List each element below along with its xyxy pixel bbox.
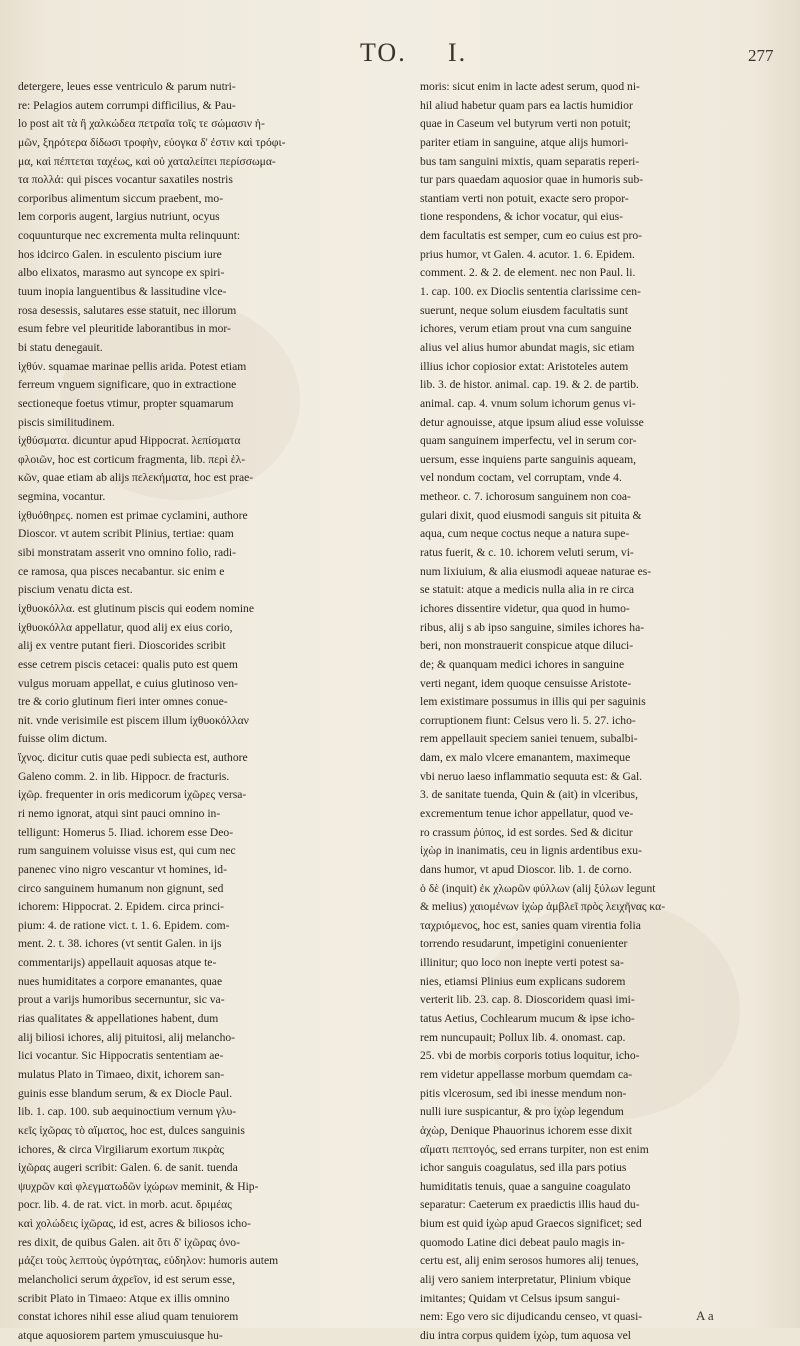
text-line: metheor. c. 7. ichorosum sanguinem non coa-	[420, 490, 631, 504]
running-head-left: TO.	[360, 38, 407, 67]
text-line: melancholici serum ἀχρεῖον, id est serum esse,	[18, 1273, 235, 1286]
text-line: ὁ δὲ (inquit) ἐκ χλωρῶν φύλλων (alij ξύλων legunt	[420, 881, 656, 895]
text-line: rem videtur appellasse morbum quemdam ca-	[420, 1067, 633, 1081]
text-line: quam sanguinem imperfectu, vel in serum cor-	[420, 434, 637, 448]
text-line: lib. 3. de histor. animal. cap. 19. & 2. de partib.	[420, 378, 639, 392]
text-line: rias qualitates & appellationes habent, dum	[18, 1012, 219, 1026]
text-line: bi statu denegauit.	[18, 340, 103, 354]
text-line: nies, etiamsi Plinius eum explicans sudorem	[420, 974, 626, 988]
text-line: dem facultatis est semper, cum eo cuius est pro-	[420, 229, 643, 243]
text-line: alij ex ventre putant fieri. Dioscorides scribit	[18, 639, 226, 653]
text-line: rem appellauit speciem saniei tenuem, subalbi-	[420, 732, 638, 746]
text-line: quomodo Latine dici debeat paulo magis in-	[420, 1235, 625, 1249]
text-line: suerunt, neque solum eiusdem facultatis sunt	[420, 303, 629, 317]
text-line: sectioneque foetus vtimur, propter squamarum	[18, 396, 234, 410]
text-line: num lixiuium, & alia eiusmodi aqueae naturae es-	[420, 564, 652, 578]
text-line: ro crassum ῥύπος, id est sordes. Sed & dicitur	[420, 825, 633, 839]
text-line: piscium venatu dicta est.	[18, 583, 133, 597]
text-line: animal. cap. 4. vnum solum ichorum genus vi-	[420, 396, 636, 410]
text-line: rosa desessis, salutares esse statuit, nec illorum	[18, 303, 237, 317]
text-line: scribit Plato in Timaeo: Atque ex illis omnino	[18, 1291, 230, 1305]
text-line: 25. vbi de morbis corporis totius loquitur, icho-	[420, 1049, 640, 1063]
text-line: τα πολλά: qui pisces vocantur saxatiles nostris	[18, 173, 233, 187]
text-line: illius ichor copiosior extat: Aristoteles autem	[420, 359, 629, 373]
text-line: tre & corio glutinum fieri inter omnes conue-	[18, 695, 228, 709]
text-line: ἰχθύν. squamae marinae pellis arida. Potest etiam	[18, 359, 247, 373]
text-line: 3. de sanitate tuenda, Quin & (ait) in vlceribus,	[420, 788, 638, 802]
text-line: certu est, alij enim serosos humores alij tenues,	[420, 1254, 639, 1268]
text-line: coquunturque nec excrementa multa relinquunt:	[18, 229, 241, 243]
text-line: Dioscor. vt autem scribit Plinius, tertiae: quam	[18, 527, 234, 541]
text-line: pium: 4. de ratione vict. t. 1. 6. Epidem. com-	[18, 918, 230, 932]
text-line: tione respondens, & ichor vocatur, qui eius-	[420, 210, 624, 224]
text-line: vel nondum coctam, vel corruptam, vnde 4.	[420, 471, 622, 485]
text-line: rum sanguinem voluisse visus est, qui cum nec	[18, 844, 236, 858]
text-line: ἰχθυοκόλλα. est glutinum piscis qui eodem nomine	[18, 601, 254, 615]
text-line: ichores, verum etiam prout vna cum sanguine	[420, 322, 632, 336]
text-line: humiditatis tenuis, quae a sanguine coagulato	[420, 1179, 631, 1193]
text-line: nem: Ego vero sic dijudicandu censeo, vt quasi-	[420, 1310, 643, 1324]
text-line: prout a varijs humoribus secernuntur, sic va-	[18, 993, 225, 1007]
text-line: pitis vlcerosum, sed ibi inesse mendum non-	[420, 1086, 627, 1100]
text-line: imitantes; Quidam vt Celsus ipsum sangui-	[420, 1291, 620, 1305]
text-line: excrementum tenue ichor appellatur, quod ve-	[420, 806, 634, 820]
text-line: hos idcirco Galen. in esculento piscium iure	[18, 247, 222, 261]
text-line: se statuit: atque a medicis nulla alia in re circa	[420, 583, 635, 597]
text-line: separatur: Caeterum ex praedictis illis haud du-	[420, 1198, 640, 1212]
text-line: diu intra corpus quidem ἰχὼρ, tum aquosa vel	[420, 1328, 632, 1342]
running-head-right: I.	[448, 38, 468, 67]
text-line: & melius) χαιομένων ἰχὼρ ἀμβλεῖ πρὸς λειχῆνας κα-	[420, 900, 666, 914]
text-line: ce ramosa, qua pisces necabantur. sic enim e	[18, 564, 225, 578]
text-line: lib. 1. cap. 100. sub aequinoctium vernum γλυ-	[18, 1105, 237, 1119]
text-line: segmina, vocantur.	[18, 490, 106, 504]
text-line: φλοιῶν, hoc est corticum fragmenta, lib. περὶ ἑλ-	[18, 452, 246, 466]
text-line: prius humor, vt Galen. 4. acutor. 1. 6. Epidem.	[420, 247, 635, 261]
text-line: καὶ χολώδεις ἰχῶρας, id est, acres & biliosos icho-	[18, 1217, 251, 1231]
text-line: atque aquosiorem partem ymuscuiusque hu-	[18, 1328, 223, 1342]
text-line: vbi neruo laeso inflammatio sequuta est: & Gal.	[420, 769, 643, 783]
text-line: nit. vnde verisimile est piscem illum ἰχθυοκόλλαν	[18, 713, 249, 727]
text-line: commentarijs) appellauit aquosas atque te-	[18, 956, 217, 970]
text-line: sibi monstratam asserit vno omnino folio, radi-	[18, 546, 236, 560]
text-line: pariter etiam in sanguine, atque alijs humori-	[420, 135, 629, 149]
text-line: ichor sanguis coagulatus, sed illa pars potius	[420, 1161, 627, 1175]
text-line: ἰχὼρ in inanimatis, ceu in lignis ardentibus exu-	[420, 844, 642, 858]
text-line: bium est quid ἰχὼρ apud Graecos significet; sed	[420, 1217, 642, 1231]
text-line: κῶν, quae etiam ab alijs πελεκήματα, hoc est prae-	[18, 471, 254, 485]
text-line: aqua, cum neque coctus neque a natura supe-	[420, 527, 630, 541]
text-line: verti negant, idem quoque censuisse Aristote-	[420, 676, 632, 690]
text-line: detur agnouisse, atque ipsum aliud esse voluisse	[420, 415, 644, 429]
text-line: ribus, alij s ab ipso sanguine, similes ichores ha-	[420, 620, 645, 634]
text-line: lem corporis augent, largius nutriunt, ocyus	[18, 210, 220, 224]
text-line: μα, καὶ πέπτεται ταχέως, καὶ οὐ χαταλείπει περίσσωμα-	[18, 154, 276, 168]
page-number: 277	[748, 46, 774, 65]
text-column-left	[18, 78, 378, 1346]
text-line: ἰχῶρ. frequenter in oris medicorum ἰχῶρες versa-	[18, 788, 247, 802]
text-line: circo sanguinem humanum non gignunt, sed	[18, 881, 224, 895]
text-line: re: Pelagios autem corrumpi difficilius, & Pau-	[18, 98, 236, 112]
text-line: alij biliosi ichores, alij pituitosi, alij melancho-	[18, 1030, 236, 1044]
text-line: ταχριόμενος, hoc est, sanies quam virentia folia	[420, 918, 641, 932]
text-line: tatus Aetius, Cochlearum mucum & ipse icho-	[420, 1012, 635, 1026]
text-line: mulatus Plato in Timaeo, dixit, ichorem san-	[18, 1067, 225, 1081]
text-line: dans humor, vt apud Dioscor. lib. 1. de corno.	[420, 862, 632, 876]
text-line: lici vocantur. Sic Hippocratis sententiam ae-	[18, 1049, 224, 1063]
text-line: gulari dixit, quod eiusmodi sanguis sit pituita &	[420, 508, 642, 522]
text-line: αἵματι πεπτογός, sed errans turpiter, non est enim	[420, 1142, 649, 1156]
text-line: ἰχθύσματα. dicuntur apud Hippocrat. λεπίσματα	[18, 434, 241, 448]
text-line: ἀχὼρ, Denique Phauorinus ichorem esse dixit	[420, 1123, 633, 1137]
text-line: corporibus alimentum siccum praebent, mo-	[18, 191, 224, 205]
text-line: μάζει τοὺς λεπτοὺς ὑγρότητας, εὐδηλον: humoris autem	[18, 1254, 279, 1268]
signature-mark: A a	[696, 1308, 714, 1323]
text-line: torrendo resudarunt, impetigini conuenienter	[420, 937, 628, 951]
text-line: stantiam verti non potuit, exacte sero propor-	[420, 191, 629, 205]
text-line: Galeno comm. 2. in lib. Hippocr. de fracturis.	[18, 769, 230, 783]
text-line: dam, ex malo vlcere emanantem, maximeque	[420, 751, 631, 765]
text-line: illinitur; quo loco non inepte verti potest sa-	[420, 956, 624, 970]
text-line: piscis similitudinem.	[18, 415, 115, 429]
text-line: quae in Caseum vel butyrum verti non potuit;	[420, 117, 631, 131]
text-line: esum febre vel pleuritide laborantibus in mor-	[18, 322, 231, 336]
text-line: ἰχθυόθηρες. nomen est primae cyclamini, authore	[18, 508, 248, 522]
text-line: ψυχρῶν καὶ φλεγματωδῶν ἰχώρων meminit, & Hip-	[18, 1179, 259, 1193]
text-line: res dixit, de quibus Galen. ait ὅτι δ' ἰχῶρας ὀνο-	[18, 1235, 240, 1249]
text-line: albo elixatos, marasmo aut syncope ex spiri-	[18, 266, 225, 280]
text-line: κεῖς ἰχῶρας τὸ αἵματος, hoc est, dulces sanguinis	[18, 1123, 245, 1137]
text-column-right	[420, 78, 770, 1346]
text-line: lem existimare possumus in illis qui per saguinis	[420, 695, 646, 709]
text-line: hil aliud habetur quam pars ea lactis humidior	[420, 98, 633, 112]
text-line: ichores, & circa Virgiliarum exortum πικρὰς	[18, 1142, 224, 1156]
text-line: esse cetrem piscis cetacei: qualis puto est quem	[18, 657, 238, 671]
text-line: vulgus moruam appellat, e cuius glutinoso ven-	[18, 676, 238, 690]
text-line: corruptionem fiunt: Celsus vero li. 5. 27. icho-	[420, 713, 636, 727]
text-line: telligunt: Homerus 5. Iliad. ichorem esse Deo-	[18, 825, 234, 839]
text-line: panenec vino nigro vescantur vt homines, id-	[18, 862, 227, 876]
text-line: ri nemo ignorat, atqui sint pauci omnino in-	[18, 806, 221, 820]
text-line: guinis esse blandum serum, & ex Diocle Paul.	[18, 1086, 233, 1100]
text-line: lo post ait τὰ ἢ χαλκώδεα πετραῖα τοῖς τε σώμασιν ἡ-	[18, 117, 265, 131]
text-line: detergere, leues esse ventriculo & parum nutri-	[18, 80, 236, 93]
text-line: verterit lib. 23. cap. 8. Dioscoridem quasi imi-	[420, 993, 635, 1007]
text-line: rem nuncupauit; Pollux lib. 4. onomast. cap.	[420, 1030, 626, 1044]
text-line: tur pars quaedam aquosior quae in humoris sub-	[420, 173, 644, 187]
running-head	[0, 18, 800, 67]
text-line: ratus fuerit, & c. 10. ichorem veluti serum, vi-	[420, 546, 634, 560]
text-line: constat ichores nihil esse aliud quam tenuiorem	[18, 1310, 239, 1324]
text-line: ἴχνος. dicitur cutis quae pedi subiecta est, authore	[18, 751, 248, 765]
text-line: alij vero saniem interpretatur, Plinium vbique	[420, 1273, 631, 1286]
text-line: ichorem: Hippocrat. 2. Epidem. circa princi-	[18, 900, 225, 914]
text-line: fuisse olim dictum.	[18, 732, 108, 746]
text-line: moris: sicut enim in lacte adest serum, quod ni-	[420, 80, 640, 93]
text-line: ichores dissentire videtur, qua quod in humo-	[420, 601, 630, 615]
text-line: nulli iure suspicantur, & pro ἰχὼρ legendum	[420, 1105, 624, 1119]
text-line: ferreum vnguem significare, quo in extractione	[18, 378, 237, 392]
text-line: alius vel alius humor abundat magis, sic etiam	[420, 340, 635, 354]
text-line: ἰχῶρας augeri scribit: Galen. 6. de sanit. tuenda	[18, 1161, 238, 1175]
text-line: uersum, esse inquiens parte sanguinis aqueam,	[420, 452, 637, 466]
text-line: ment. 2. t. 38. ichores (vt sentit Galen. in ijs	[18, 937, 222, 951]
text-line: ἰχθυοκόλλα appellatur, quod alij ex eius corio,	[18, 620, 233, 634]
text-line: pocr. lib. 4. de rat. vict. in morb. acut. δριμέας	[18, 1198, 232, 1212]
text-line: nues humiditates a corpore emanantes, quae	[18, 974, 223, 988]
text-line: beri, non monstrauerit conspicue atque diluci-	[420, 639, 634, 653]
text-line: tuum inopia languentibus & lassitudine vlce-	[18, 285, 227, 299]
text-line: comment. 2. & 2. de element. nec non Paul. li.	[420, 266, 636, 280]
text-line: bus tam sanguini mixtis, quam separatis reperi-	[420, 154, 640, 168]
text-line: 1. cap. 100. ex Dioclis sententia clarissime cen-	[420, 285, 641, 299]
text-line: μῶν, ξηρότερα δίδωσι τροφὴν, εὐογκα δ' ἐστιν καὶ τρόφι-	[18, 135, 286, 149]
text-line: de; & quanquam medici ichores in sanguine	[420, 657, 625, 671]
